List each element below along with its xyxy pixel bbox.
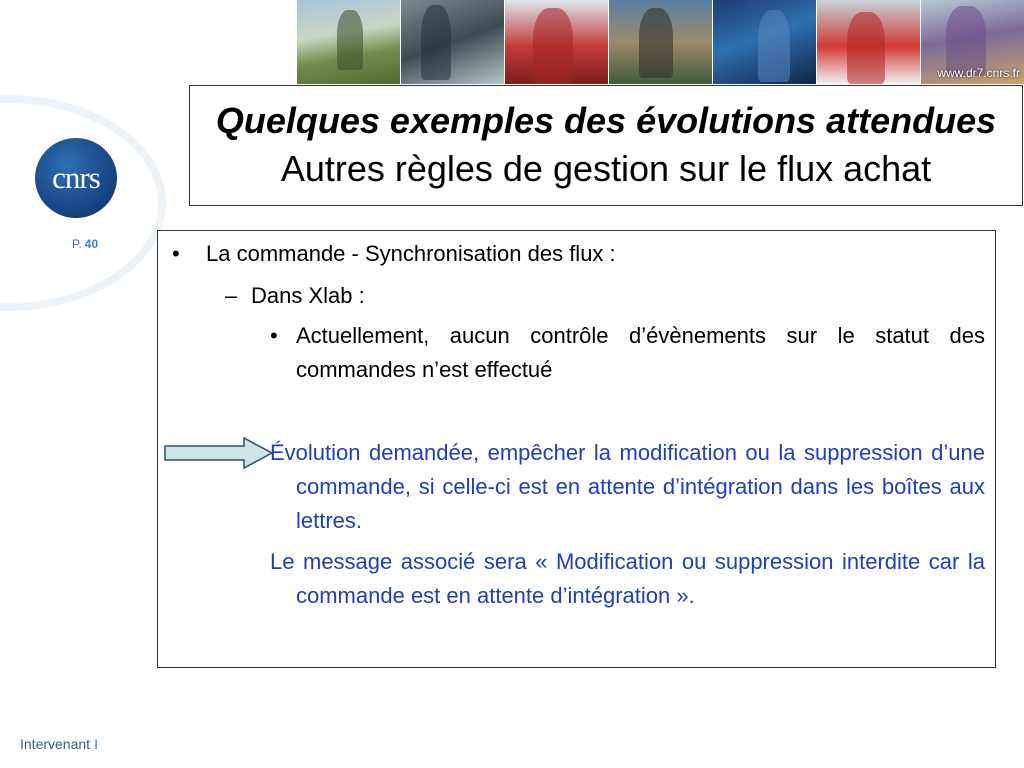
footer [20, 736, 98, 752]
page-prefix: P. [72, 237, 82, 251]
associated-message-text: Le message associé sera « Modification ou suppression interdite car la commande est en attente d’intégration ». [270, 549, 985, 608]
arrow-right-icon [164, 437, 274, 469]
footer-separator: I [94, 736, 98, 752]
title-box [189, 85, 1023, 206]
banner-photo-rock-sampling [608, 0, 712, 84]
slide-title: Quelques exemples des évolutions attendues [215, 100, 997, 141]
page-number [72, 237, 98, 251]
sub-item-current-state: Actuellement, aucun contrôle d’évènements sur le statut des commandes n’est effectué [296, 323, 985, 382]
bullet-commande: La commande - Synchronisation des flux : [206, 241, 616, 266]
footer-label: Intervenant [20, 736, 91, 752]
slide-subtitle: Autres règles de gestion sur le flux achat [280, 148, 932, 189]
page-value: 40 [84, 237, 99, 251]
associated-message [270, 545, 985, 613]
bullet-dot: • [172, 241, 180, 266]
banner-photo-penguins [816, 0, 920, 84]
banner-photo-instrument [400, 0, 504, 84]
sub-item-xlab: Dans Xlab : [251, 283, 365, 308]
banner-photo-field-researcher [297, 0, 400, 84]
sub-bullet-dot: • [270, 323, 278, 348]
banner-url: www.dr7.cnrs.fr [937, 66, 1020, 80]
evolution-request-text: Évolution demandée, empêcher la modification ou la suppression d’une commande, si celle-ci est en attente d’intégration dans les boîtes aux lettres. [270, 440, 985, 533]
banner-photo-researcher-red-jacket [504, 0, 608, 84]
cnrs-logo-text: cnrs [52, 160, 100, 195]
evolution-request [270, 436, 985, 538]
cnrs-logo [35, 138, 117, 218]
photo-banner [297, 0, 1024, 84]
dash-marker: – [225, 283, 238, 308]
banner-photo-lab-equipment [712, 0, 816, 84]
